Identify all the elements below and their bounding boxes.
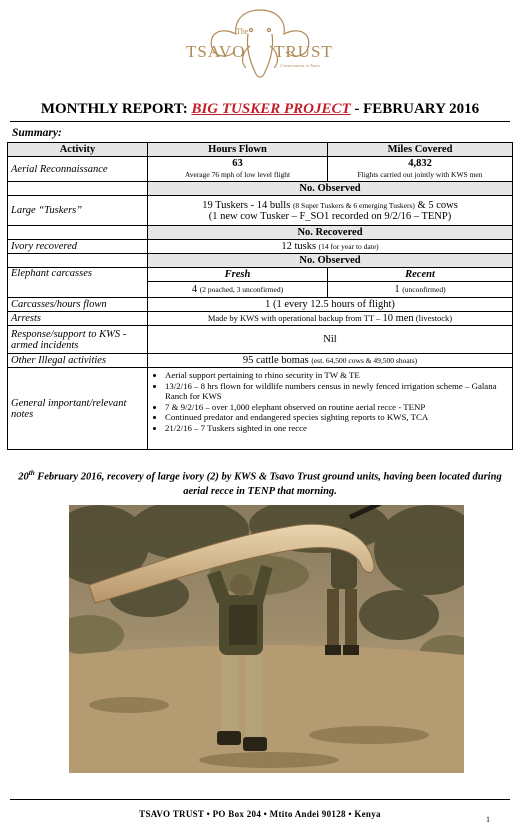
- ivory-cell: [148, 240, 513, 254]
- ivory-label: Ivory recovered: [8, 240, 148, 254]
- arrests-c: (livestock): [413, 313, 453, 323]
- ivory-recovery-photo: [69, 505, 464, 773]
- title-suffix: - FEBRUARY 2016: [350, 101, 480, 117]
- col-hours: Hours Flown: [148, 143, 328, 157]
- table-row: [8, 326, 513, 354]
- table-row: [8, 298, 513, 312]
- arrests-b: 10 men: [382, 313, 414, 324]
- photo-caption: [10, 466, 510, 499]
- logo-small-text: The: [235, 27, 248, 36]
- report-title: [10, 100, 510, 118]
- observed-header-2: No. Observed: [148, 254, 513, 268]
- caption-text: February 2016, recovery of large ivory (2) by KWS & Tsavo Trust ground units, having been located during aerial recce in TENP that morning.: [34, 471, 502, 497]
- aerial-miles-note: Flights carried out jointly with KWS men: [357, 170, 483, 179]
- fresh-value: 4: [191, 284, 200, 295]
- table-header-row: [8, 143, 513, 157]
- summary-label: Summary:: [12, 127, 62, 139]
- recent-note: (unconfirmed): [402, 285, 446, 294]
- aerial-miles: 4,832: [408, 158, 432, 169]
- caption-day: 20: [18, 471, 29, 483]
- recent-label: Recent: [328, 268, 513, 282]
- footer-address: TSAVO TRUST • PO Box 204 • Mtito Andei 90128 • Kenya: [139, 809, 381, 819]
- arrests-a: Made by KWS with operational backup from TT –: [207, 313, 383, 323]
- tuskers-line1-b: (8 Super Tuskers & 6 emerging Tuskers): [292, 200, 415, 210]
- report-table: [7, 142, 513, 450]
- tsavo-trust-logo: [0, 4, 519, 84]
- ivory-note: (14 for year to date): [318, 242, 379, 251]
- recovered-header: No. Recovered: [148, 226, 513, 240]
- list-item: • Continued predator and endangered species sighting reports to KWS, TCA: [165, 412, 509, 423]
- logo-right-text: TRUST: [273, 42, 333, 61]
- observed-header-1: No. Observed: [148, 182, 513, 196]
- table-row: [8, 226, 513, 240]
- table-row: [8, 196, 513, 226]
- list-item: • 13/2/16 – 8 hrs flown for wildlife numbers census in newly fenced irrigation scheme – Galana Ranch for KWS: [165, 381, 509, 402]
- notes-label: General important/relevant notes: [8, 368, 148, 450]
- col-miles: Miles Covered: [328, 143, 513, 157]
- arrests-label: Arrests: [8, 312, 148, 326]
- caption-sup: th: [28, 469, 35, 477]
- logo-left-text: TSAVO: [185, 42, 245, 61]
- ivory-value: 12 tusks: [281, 241, 319, 252]
- carc-hours-value: 1 (1 every 12.5 hours of flight): [148, 298, 513, 312]
- carcasses-label: Elephant carcasses: [8, 268, 148, 298]
- illegal-value: 95 cattle bomas: [242, 355, 312, 366]
- response-label: Response/support to KWS - armed incidents: [8, 326, 148, 354]
- footer-rule: [10, 799, 510, 800]
- table-row: [8, 354, 513, 368]
- response-value: Nil: [148, 326, 513, 354]
- list-item: • 7 & 9/2/16 – over 1,000 elephant observed on routine aerial recce - TENP: [165, 402, 509, 413]
- list-item: • Aerial support pertaining to rhino security in TW & TE: [165, 370, 509, 381]
- col-activity: Activity: [8, 143, 148, 157]
- fresh-cell: [148, 282, 328, 298]
- illegal-note: (est. 64,500 cows & 49,500 shoats): [311, 356, 418, 365]
- arrests-cell: [148, 312, 513, 326]
- title-project: BIG TUSKER PROJECT: [191, 101, 351, 117]
- aerial-label: Aerial Reconnaissance: [8, 157, 148, 182]
- title-rule: [10, 121, 510, 122]
- tuskers-cell: [148, 196, 513, 226]
- blank-cell: [8, 226, 148, 240]
- tuskers-label: Large “Tuskers”: [8, 196, 148, 226]
- tuskers-line1-c: & 5 cows: [414, 199, 458, 211]
- tuskers-line1-a: 19 Tuskers - 14 bulls: [202, 199, 293, 211]
- blank-cell: [8, 254, 148, 268]
- aerial-hours: 63: [232, 158, 243, 169]
- page-number: 1: [486, 815, 490, 824]
- blank-cell: [8, 182, 148, 196]
- illegal-cell: [148, 354, 513, 368]
- notes-list: [151, 370, 509, 434]
- recent-value: 1: [394, 284, 403, 295]
- table-row: [8, 268, 513, 282]
- aerial-hours-cell: [148, 157, 328, 182]
- tuskers-line2: (1 new cow Tusker – F_SO1 recorded on 9/2/16 – TENP): [208, 210, 452, 222]
- aerial-hours-note: Average 76 mph of low level flight: [184, 170, 291, 179]
- logo-tag-text: Conservation in Tsavo: [279, 63, 320, 68]
- table-row: [8, 312, 513, 326]
- illegal-label: Other Illegal activities: [8, 354, 148, 368]
- fresh-label: Fresh: [148, 268, 328, 282]
- aerial-miles-cell: [328, 157, 513, 182]
- table-row: [8, 368, 513, 450]
- elephant-logo-icon: [150, 4, 370, 84]
- table-row: [8, 157, 513, 182]
- fresh-note: (2 poached, 3 unconfirmed): [199, 285, 284, 294]
- recent-cell: [328, 282, 513, 298]
- table-row: [8, 240, 513, 254]
- carc-hours-label: Carcasses/hours flown: [8, 298, 148, 312]
- notes-cell: [148, 368, 513, 450]
- list-item: • 21/2/16 – 7 Tuskers sighted in one recce: [165, 423, 509, 434]
- title-prefix: MONTHLY REPORT:: [40, 101, 192, 117]
- table-row: [8, 182, 513, 196]
- table-row: [8, 254, 513, 268]
